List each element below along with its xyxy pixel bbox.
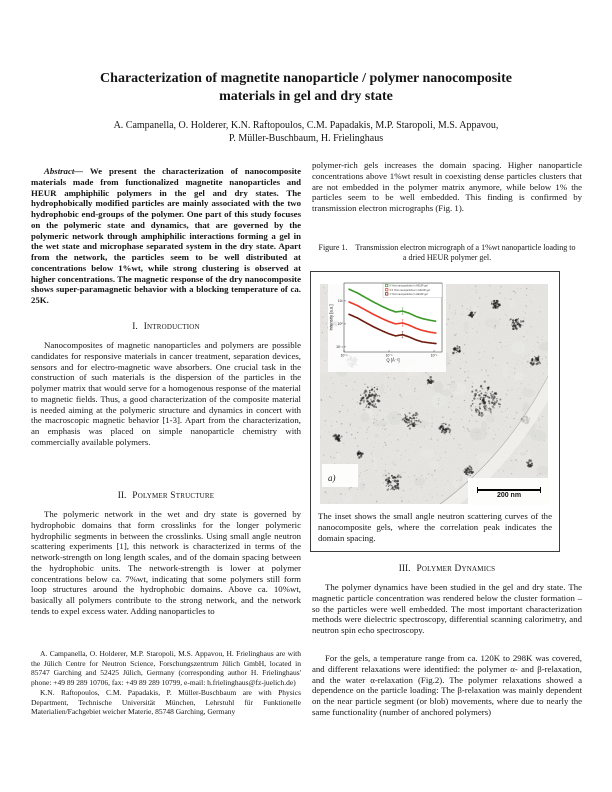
figure1-frame — [310, 271, 560, 552]
svg-text:10⁻²: 10⁻² — [385, 353, 393, 358]
svg-text:10¹: 10¹ — [337, 299, 343, 304]
section-heading-polymer-structure — [31, 491, 301, 501]
scale-bar-label: 200 nm — [496, 492, 522, 499]
footnote-paragraph-1: A. Campanella, O. Holderer, M.P. Staropoli, M.S. Appavou, H. Frielinghaus are with the Jülich Centre for Neutron Science, Forschungszentrum Jülich GmbH, located in 85747 Garching and 52425 Jülich, Germany (corresponding author H. Frielinghaus' phone: +49 89 289 10706, fax: +49 89 289 10799, e-mail: h.frielinghaus@fz-juelich.de) — [31, 649, 301, 688]
section-number: I. — [132, 322, 138, 332]
svg-text:1 %wt nanoparticles in HEUR ge: 1 %wt nanoparticles in HEUR gel — [389, 293, 428, 296]
scale-bar — [477, 489, 541, 491]
polymer-dynamics-paragraph-2: For the gels, a temperature range from ca. 120K to 298K was covered, and different relaxations were identified: the polymer α- and β-relaxation, and the water α-relaxation (Fig.2). The polymer relaxations showed a dependence on the particle loading: The β-relaxation was mainly dependent on the near particle segment (or blob) movements, where due to nearly the same functionality (number of anchored polymers) — [312, 653, 582, 717]
section-heading-polymer-dynamics — [312, 564, 582, 574]
author-line-2: P. Müller-Buschbaum, H. Frielinghaus — [228, 132, 384, 144]
svg-text:Intensity [a.u.]: Intensity [a.u.] — [328, 304, 334, 331]
affiliation-footnote — [31, 649, 301, 717]
panel-label: a) — [328, 473, 336, 483]
svg-text:10⁻¹: 10⁻¹ — [336, 345, 343, 350]
page-title: Characterization of magnetite nanoparticle / polymer nanocomposite materials in gel and dry state — [100, 71, 512, 104]
polymer-structure-continued-paragraph: polymer-rich gels increases the domain spacing. Higher nanoparticle concentrations above 1%wt result in coexisting dense particles clusters that are not embedded in the polymer matrix anymore, while below 1% the particles seem to be well embedded. This finding is confirmed by transmission electron micrographs (Fig. 1). — [312, 160, 582, 213]
sans-inset-chart — [328, 280, 446, 372]
inset-plot-area — [329, 283, 443, 363]
svg-text:0.5 %wt nanoparticles in HEUR: 0.5 %wt nanoparticles in HEUR gel — [389, 288, 430, 292]
polymer-structure-paragraph: The polymeric network in the wet and dry state is governed by hydrophobic domains that form crosslinks for the longer polymeric hydrophilic segments in between the crosslinks. Using small angle neutron scattering experiments [1], this network is characterized in terms of the network-strength on long length scales, and of the domain spacing between the hydrophobic units. The network-strength is lower at polymer concentrations below ca. 7%wt, indicating that some polymers still form loop structures around the hydrophobic domains. Above ca. 10%wt, basically all polymers contribute to the strong network, and the network tends to expel excess water. Adding nanoparticles to — [31, 509, 301, 616]
abstract-label: Abstract— — [44, 166, 84, 176]
svg-text:10⁰: 10⁰ — [337, 322, 343, 327]
svg-text:10⁻³: 10⁻³ — [340, 353, 348, 358]
svg-text:Q [Å⁻¹]: Q [Å⁻¹] — [386, 357, 400, 363]
section-number: III. — [398, 564, 411, 574]
abstract — [31, 166, 301, 306]
svg-text:10⁻¹: 10⁻¹ — [430, 353, 438, 358]
figure1-caption-text: Transmission electron micrograph of a 1%wt nanoparticle loading to a dried HEUR polymer gel. — [355, 243, 576, 263]
section-number: II. — [117, 491, 127, 501]
footnote-paragraph-2: K.N. Raftopoulos, C.M. Papadakis, P. Müller-Buschbaum are with Physics Department, Technische Universität München, Lehrstuhl für Funktionelle Materialien/Fachgebiet weicher Materie, 85748 Garching, Germany — [31, 687, 301, 717]
polymer-dynamics-paragraph-1: The polymer dynamics have been studied in the gel and dry state. The magnetic particle concentration was rendered below the cluster formation – so the particles were well embedded. The most important characterization methods were dielectric spectroscopy, differential scanning calorimetry, and neutron spin echo spectroscopy. — [312, 582, 582, 635]
section-title: Polymer Dynamics — [416, 564, 496, 574]
svg-text:0 %wt nanoparticles in HEUR ge: 0 %wt nanoparticles in HEUR gel — [389, 284, 428, 288]
figure1-caption — [317, 243, 577, 263]
section-title: Polymer Structure — [132, 491, 215, 501]
section-heading-introduction — [31, 322, 301, 332]
author-list — [46, 120, 566, 145]
section-title: Introduction — [143, 322, 200, 332]
abstract-text: We present the characterization of nanocomposite materials made from functionalized magnetite nanoparticles and HEUR amphiphilic polymers in the gel and dry states. The hydrophobically modified particles are mainly associated with the two hydrophobic end-groups of the polymer. One part of this study focuses on the polymeric state and dynamics, that are governed by the polymeric network through amphiphilic interactions forming a gel in the wet state and microphase separated system in the dry state. Apart from the network, the particles seem to be well distributed at concentrations below 1%wt, while strong clustering is observed at higher concentrations. The magnetic response of the dry nanocomposite shows super-paramagnetic behavior with a blocking temperature of ca. 25K. — [31, 166, 301, 305]
introduction-paragraph: Nanocomposites of magnetic nanoparticles and polymers are possible candidates for responsive materials in cancer treatment, separation devices, sensors and for electro-magnetic wave absorbers. One crucial task in the construction of such materials is the dispersion of the particles in the polymer matrix that would serve for a homogenous response of the material to magnetic fields. Thus, a good characterization of the composite material is needed aiming at the polymeric structure and dynamics in concert with the macroscopic magnetic behavior [1-3]. Apart from the characterization, an emphasis was placed on simple nanoparticle chemistry with commercially available polymers. — [31, 340, 301, 447]
author-line-1: A. Campanella, O. Holderer, K.N. Raftopoulos, C.M. Papadakis, M.P. Staropoli, M.S. Appavou, — [113, 120, 499, 131]
figure1-note: The inset shows the small angle neutron scattering curves of the nanocomposite gels, where the correlation peak indicates the domain spacing. — [318, 511, 552, 543]
figure1-caption-label: Figure 1. — [318, 243, 348, 252]
